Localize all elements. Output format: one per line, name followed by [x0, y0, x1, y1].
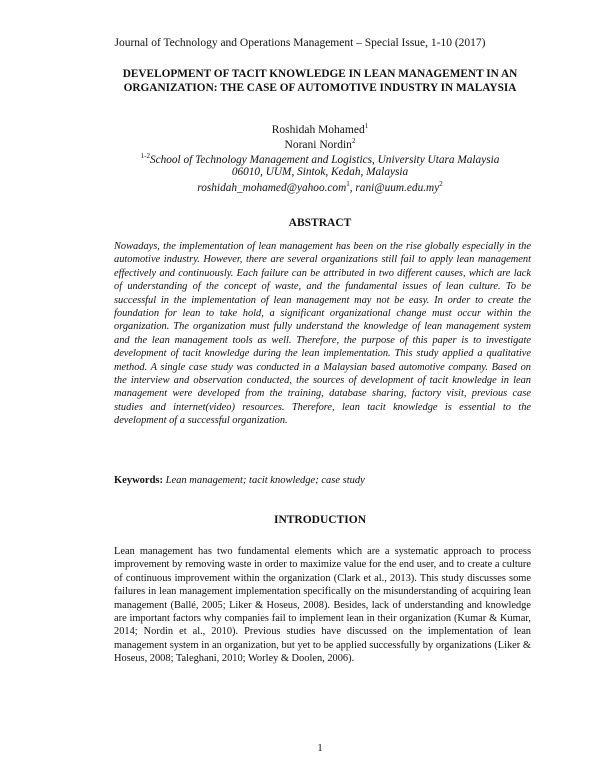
email-1-sup: 1: [346, 180, 350, 188]
keywords: [114, 475, 531, 486]
keywords-text: Lean management; tacit knowledge; case study: [165, 475, 365, 486]
author-sup: 2: [351, 137, 356, 145]
author-sup: 1: [364, 122, 369, 130]
affiliation-school: School of Technology Management and Logistics, University Utara Malaysia: [149, 153, 500, 166]
author-2: [0, 137, 600, 151]
email-1[interactable]: roshidah_mohamed@yahoo.com: [197, 181, 347, 194]
title-line-2: ORGANIZATION: THE CASE OF AUTOMOTIVE INDUSTRY IN MALAYSIA: [123, 82, 517, 94]
affiliation-line-1: [0, 152, 600, 166]
page-number: 1: [317, 742, 323, 754]
affiliation-emails: [0, 180, 600, 194]
affiliation-line-2: 06010, UUM, Sintok, Kedah, Malaysia: [231, 166, 409, 178]
author-1: [0, 122, 600, 136]
email-2[interactable]: rani@uum.edu.my: [355, 181, 440, 194]
email-2-sup: 2: [439, 180, 443, 188]
title-line-1: DEVELOPMENT OF TACIT KNOWLEDGE IN LEAN MANAGEMENT IN AN: [122, 68, 518, 80]
paper-title: [100, 67, 540, 95]
abstract-heading: ABSTRACT: [288, 217, 352, 229]
abstract-text: Nowadays, the implementation of lean management has been on the rise globally especially in the automotive industry. However, there are several organizations still fail to apply lean management effectively and continuously. Each failure can be attributed in two different causes, which are lack of understanding of the concept of waste, and the fundamental issues of lean culture. To be successful in the implementation of lean management may not be easy. In order to create the foundation for lean to take hold, a significant organizational change must occur within the organization. The organization must fully understand the knowledge of lean management system and the lean management tools as well. Therefore, the purpose of this paper is to investigate development of tacit knowledge during the lean implementation. This study applied a qualitative method. A single case study was conducted in a Malaysian based automotive company. Based on the interview and observation conducted, the sources of development of tacit knowledge in lean management were developed from the training, database sharing, factory visit, previous case studies and internet(video) resources. Therefore, lean tacit knowledge is essential to the development of a successful organization.: [114, 241, 531, 427]
keywords-label: Keywords:: [114, 475, 163, 486]
email-separator: ,: [349, 181, 356, 194]
affiliation-sup: 1-2: [140, 152, 150, 160]
journal-header: Journal of Technology and Operations Management – Special Issue, 1-10 (2017): [114, 37, 486, 49]
introduction-heading: INTRODUCTION: [273, 514, 366, 526]
introduction-text: Lean management has two fundamental elements which are a systematic approach to process improvement by removing waste in order to maximize value for the end user, and to create a culture of continuous improvement within the organization (Clark et al., 2013). This study discusses some failures in lean management implementation specifically on the misunderstanding of acquiring lean management (Ballé, 2005; Liker & Hoseus, 2008). Besides, lack of understanding and knowledge are important factors why companies fail to implement lean in their organization (Kumar & Kumar, 2014; Nordin et al., 2010). Previous studies have discussed on the implementation of lean management system in an organization, but yet to be applied successfully by organizations (Liker & Hoseus, 2008; Taleghani, 2010; Worley & Doolen, 2006).: [114, 546, 531, 665]
author-name: Roshidah Mohamed: [271, 123, 365, 136]
author-name: Norani Nordin: [284, 138, 352, 151]
